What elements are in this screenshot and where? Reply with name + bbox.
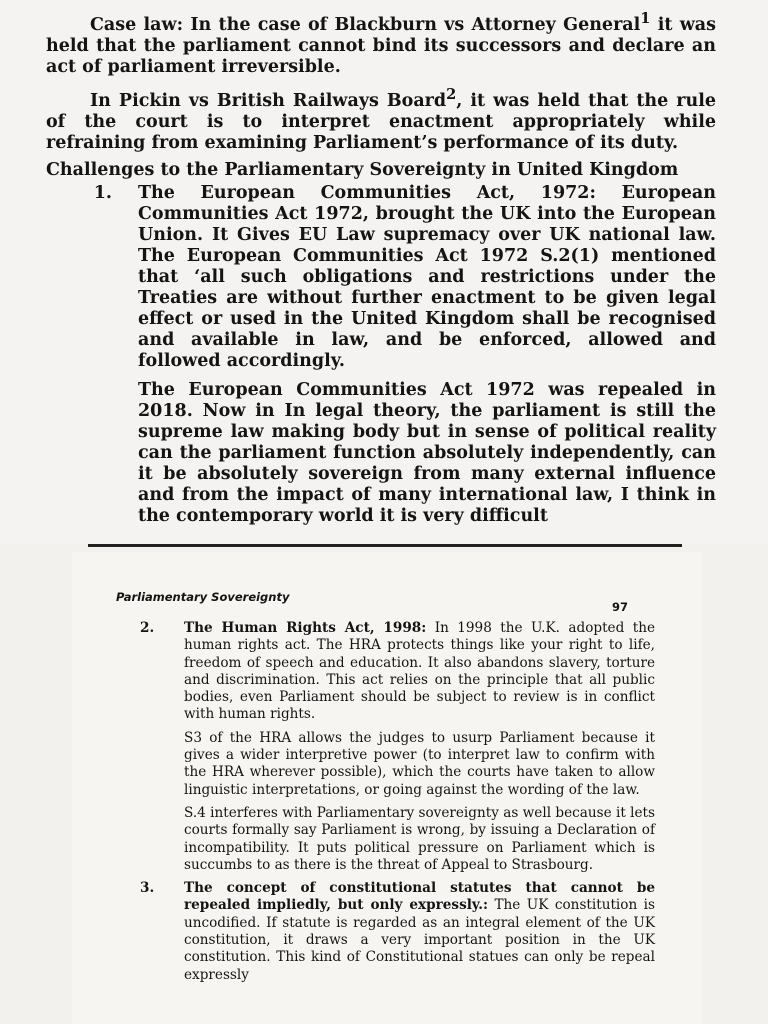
item2-paragraph-3: S.4 interferes with Parliamentary sovereignty as well because it lets courts formally say Parliament is wrong, by issuing a Declaration of incompatibility. It puts political pressure on Parliament which is succumbs to as there is the threat of Appeal to Strasbourg. <box>184 804 655 873</box>
page-divider <box>88 544 682 547</box>
list-number: 1. <box>93 182 112 203</box>
list-item <box>140 880 655 990</box>
item1-paragraph: The European Communities Act, 1972: European Communities Act 1972, brought the UK into the European Union. It Gives EU Law supremacy over UK national law. The European Communities Act 1972 S.2(1) mentioned that ‘all such obligations and restrictions under the Treaties are without further enactment to be given legal effect or used in the United Kingdom shall be recognised and available in law, and be enforced, allowed and followed accordingly. <box>138 182 716 371</box>
running-head: Parliamentary Sovereignty <box>116 590 290 604</box>
list-item <box>140 620 655 880</box>
item2-paragraph: The Human Rights Act, 1998: In 1998 the U.K. adopted the human rights act. The HRA protects things like your right to life, freedom of speech and education. It also abandons slavery, torture and discrimination. This act relies on the principle that all public bodies, even Parliament should be subject to review is in conflict with human rights. <box>184 620 655 723</box>
list-item <box>46 183 716 535</box>
challenges-list <box>46 183 716 535</box>
item2-paragraph-2: S3 of the HRA allows the judges to usurp Parliament because it gives a wider interpretive power (to interpret law to confirm with the HRA wherever possible), which the courts have taken to allow linguistic interpretations, or going against the wording of the law. <box>184 729 655 798</box>
upper-page-text <box>46 8 716 535</box>
item3-paragraph: The concept of constitutional statutes that cannot be repealed impliedly, but only expressly.: The UK constitution is uncodified. If statute is regarded as an integral element of the UK constitution, it draws a very important position in the UK constitution. This kind of Constitutional statues can only be repeal expressly <box>184 880 655 983</box>
section-heading: Challenges to the Parliamentary Sovereignty in United Kingdom <box>46 159 679 180</box>
list-number: 2. <box>140 620 155 636</box>
lower-page-list <box>140 620 655 990</box>
list-number: 3. <box>140 880 155 897</box>
page-number: 97 <box>612 600 629 614</box>
case-law-paragraph: Case law: In the case of Blackburn vs Attorney General$^1$ it was held that the parliament cannot bind its successors and declare an act of parliament irreversible. <box>46 10 716 77</box>
item1-paragraph-2: The European Communities Act 1972 was repealed in 2018. Now in In legal theory, the parliament is still the supreme law making body but in sense of political reality can the parliament function absolutely independently, can it be absolutely sovereign from many external influence and from the impact of many international law, I think in the contemporary world it is very difficult <box>138 379 716 526</box>
pickin-paragraph: In Pickin vs British Railways Board$^2$, it was held that the rule of the court is to interpret enactment appropriately while refraining from examining Parliament’s performance of its duty. <box>46 85 716 153</box>
